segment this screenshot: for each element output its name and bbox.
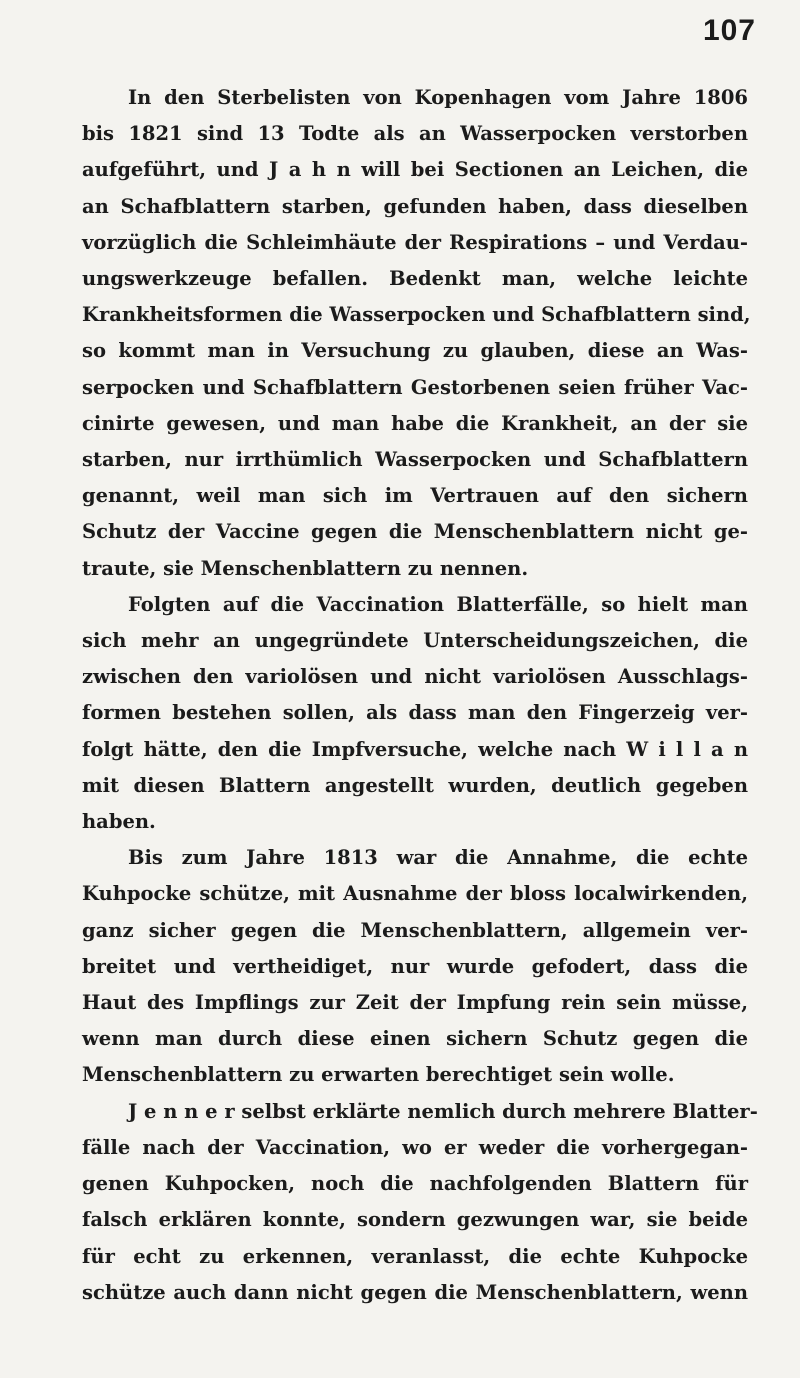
text-line: folgt hätte, den die Impfversuche, welche nach W i l l a n bbox=[82, 737, 748, 761]
text-line: zwischen den variolösen und nicht variolösen Ausschlags- bbox=[82, 665, 748, 689]
text-line: aufgeführt, und J a h n will bei Sectionen an Leichen, die bbox=[82, 158, 748, 182]
text-line: schütze auch dann nicht gegen die Menschenblattern, wenn bbox=[82, 1280, 748, 1304]
text-line: genen Kuhpocken, noch die nachfolgenden Blattern für bbox=[82, 1172, 748, 1196]
text-line: Menschenblattern zu erwarten berechtiget sein wolle. bbox=[82, 1063, 675, 1087]
text-line: für echt zu erkennen, veranlasst, die echte Kuhpocke bbox=[82, 1244, 748, 1268]
text-line: falsch erklären konnte, sondern gezwungen war, sie beide bbox=[82, 1208, 748, 1232]
text-line: fälle nach der Vaccination, wo er weder die vorhergegan- bbox=[82, 1135, 748, 1159]
text-line: starben, nur irrthümlich Wasserpocken und Schafblattern bbox=[82, 448, 748, 472]
paragraph-1 bbox=[82, 80, 751, 587]
text-line: mit diesen Blattern angestellt wurden, deutlich gegeben bbox=[82, 773, 748, 797]
text-line: cinirte gewesen, und man habe die Krankheit, an der sie bbox=[82, 411, 748, 435]
text-line: breitet und vertheidiget, nur wurde gefodert, dass die bbox=[82, 954, 748, 978]
paragraph-4 bbox=[82, 1094, 758, 1311]
paragraph-3 bbox=[82, 840, 748, 1093]
text-line: Bis zum Jahre 1813 war die Annahme, die echte bbox=[128, 846, 748, 870]
text-line: Haut des Impflings zur Zeit der Impfung rein sein müsse, bbox=[82, 991, 748, 1015]
body-text bbox=[82, 80, 758, 1311]
text-line: vorzüglich die Schleimhäute der Respirations – und Verdau- bbox=[82, 230, 748, 254]
text-line: formen bestehen sollen, als dass man den Fingerzeig ver- bbox=[82, 701, 748, 725]
text-line: genannt, weil man sich im Vertrauen auf den sichern bbox=[82, 484, 748, 508]
text-line: Krankheitsformen die Wasserpocken und Schafblattern sind, bbox=[82, 303, 751, 327]
text-line: sich mehr an ungegründete Unterscheidungszeichen, die bbox=[82, 629, 748, 653]
text-line: Folgten auf die Vaccination Blatterfälle, so hielt man bbox=[128, 592, 748, 616]
text-line: haben. bbox=[82, 810, 156, 834]
text-line: J e n n e r selbst erklärte nemlich durch mehrere Blatter- bbox=[128, 1099, 758, 1123]
text-line: ganz sicher gegen die Menschenblattern, allgemein ver- bbox=[82, 918, 748, 942]
text-line: Schutz der Vaccine gegen die Menschenblattern nicht ge- bbox=[82, 520, 748, 544]
paragraph-2 bbox=[82, 587, 748, 840]
text-line: traute, sie Menschenblattern zu nennen. bbox=[82, 556, 529, 580]
text-line: serpocken und Schafblattern Gestorbenen seien früher Vac- bbox=[82, 375, 748, 399]
page-number: 107 bbox=[702, 14, 756, 47]
text-line: Kuhpocke schütze, mit Ausnahme der bloss localwirkenden, bbox=[82, 882, 748, 906]
text-line: In den Sterbelisten von Kopenhagen vom Jahre 1806 bbox=[128, 86, 748, 109]
text-line: ungswerkzeuge befallen. Bedenkt man, welche leichte bbox=[82, 267, 748, 291]
text-line: so kommt man in Versuchung zu glauben, diese an Was- bbox=[82, 339, 748, 363]
text-line: wenn man durch diese einen sichern Schutz gegen die bbox=[82, 1027, 748, 1051]
text-line: bis 1821 sind 13 Todte als an Wasserpocken verstorben bbox=[82, 122, 748, 146]
text-line: an Schafblattern starben, gefunden haben, dass dieselben bbox=[82, 194, 748, 218]
